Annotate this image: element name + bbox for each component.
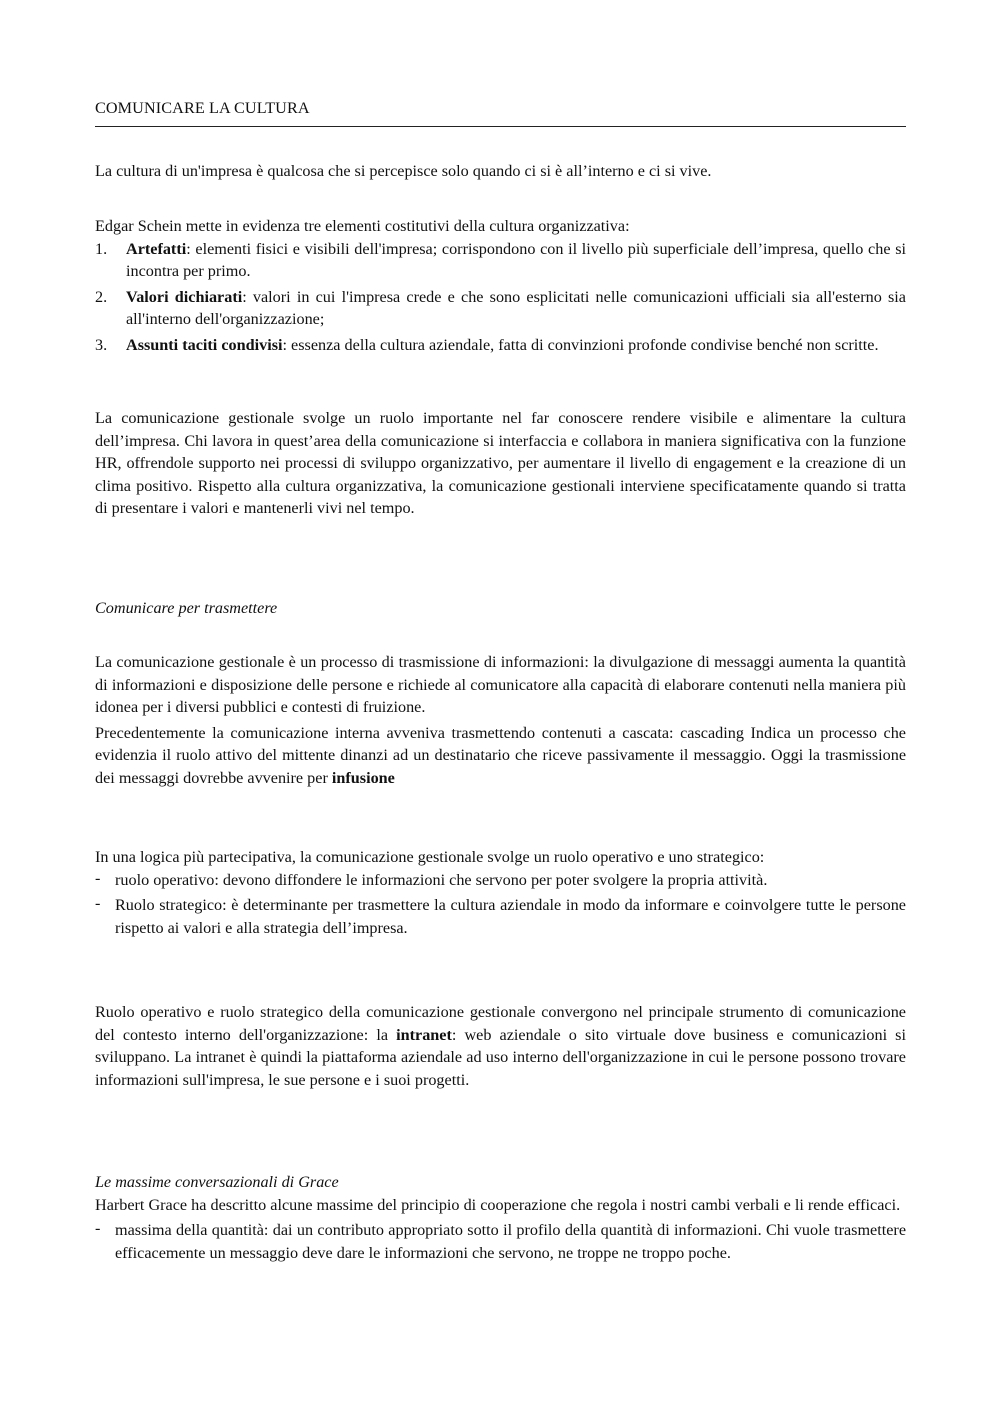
schein-section	[95, 215, 906, 356]
gestionale-paragraph	[95, 407, 906, 520]
trasmettere-section	[95, 651, 906, 789]
intranet-bold: intranet	[396, 1025, 452, 1044]
list-item	[95, 869, 906, 892]
intro-text: La cultura di un'impresa è qualcosa che si percepisce solo quando ci si è all’interno e ci si vive.	[95, 162, 712, 180]
list-text: massima della quantità: dai un contributo appropriato sotto il profilo della quantità di informazioni. Chi vuole trasmettere efficacemente un messaggio deve dare le informazioni che servono, ne troppe ne troppo poche.	[115, 1221, 906, 1262]
schein-lead: Edgar Schein mette in evidenza tre elementi costitutivi della cultura organizzativa:	[95, 217, 630, 235]
dash-marker: -	[95, 894, 101, 912]
list-term: Assunti taciti condivisi	[126, 335, 283, 354]
intro-paragraph	[95, 160, 906, 183]
list-number: 1.	[95, 239, 108, 258]
list-term: Artefatti	[126, 239, 187, 258]
list-item	[95, 238, 906, 283]
list-text: Ruolo strategico: è determinante per trasmettere la cultura aziendale in modo da informare e coinvolgere tutte le persone rispetto ai valori e alla strategia dell’impresa.	[115, 896, 906, 937]
ruoli-section	[95, 846, 906, 939]
header-divider	[95, 126, 906, 127]
page-header	[95, 97, 906, 120]
list-item	[95, 334, 906, 357]
list-number: 2.	[95, 287, 108, 306]
list-text: : elementi fisici e visibili dell'impresa; corrispondono con il livello più superficiale dell’impresa, quello che si incontra per primo.	[126, 239, 906, 280]
trasmettere-p2-bold: infusione	[331, 768, 395, 787]
list-item	[95, 894, 906, 939]
section-heading: Comunicare per trasmettere	[95, 599, 278, 617]
gestionale-text: La comunicazione gestionale svolge un ruolo importante nel far conoscere rendere visibile e alimentare la cultura dell’impresa. Chi lavora in quest’area della comunicazione si interfaccia e collabora in maniera significativa con la funzione HR, offrendole supporto nei processi di sviluppo organizzativo, per aumentare il livello di engagement e la creazione di un clima positivo. Rispetto alla cultura organizzativa, la comunicazione gestionali interviene specificatamente quando si tratta di presentare i valori e mantenerli vivi nel tempo.	[95, 409, 906, 517]
trasmettere-p2-text: Precedentemente la comunicazione interna avveniva trasmettendo contenuti a cascata: cascading Indica un processo che evidenzia il ruolo attivo del mittente dinanzi ad un destinatario che riceve passivamente il messaggio. Oggi la trasmissione dei messaggi dovrebbe avvenire per	[95, 723, 906, 787]
grace-section	[95, 1171, 906, 1264]
dash-marker: -	[95, 868, 101, 887]
list-text: : valori in cui l'impresa crede e che sono esplicitati nelle comunicazioni ufficiali sia all'esterno sia all'interno dell'organizzazione;	[126, 287, 906, 328]
trasmettere-p2	[95, 722, 906, 790]
section-heading: Le massime conversazionali di Grace	[95, 1173, 339, 1191]
list-item	[95, 286, 906, 331]
list-text: ruolo operativo: devono diffondere le informazioni che servono per poter svolgere la propria attività.	[115, 870, 768, 889]
list-number: 3.	[95, 335, 108, 354]
list-item	[95, 1219, 906, 1264]
trasmettere-p1: La comunicazione gestionale è un processo di trasmissione di informazioni: la divulgazione di messaggi aumenta la quantità di informazioni e disposizione delle persone e richiede al comunicatore alla capacità di elaborare contenuti nella maniera più idonea per i diversi pubblici e contesti di fruizione.	[95, 653, 906, 716]
list-term: Valori dichiarati	[126, 287, 243, 306]
grace-p1: Harbert Grace ha descritto alcune massime del principio di cooperazione che regola i nostri cambi verbali e li rende efficaci.	[95, 1195, 901, 1214]
list-text: : essenza della cultura aziendale, fatta di convinzioni profonde condivise benché non scritte.	[282, 335, 879, 354]
trasmettere-heading	[95, 597, 906, 620]
dash-marker: -	[95, 1219, 101, 1237]
page-title: COMUNICARE LA CULTURA	[95, 99, 310, 117]
ruoli-lead: In una logica più partecipativa, la comunicazione gestionale svolge un ruolo operativo e uno strategico:	[95, 848, 765, 866]
intranet-paragraph	[95, 1001, 906, 1091]
intranet-before: Ruolo operativo e ruolo strategico della comunicazione gestionale convergono nel principale strumento di comunicazione del contesto interno dell'organizzazione: la	[95, 1003, 906, 1044]
intranet-after: : web aziendale o sito virtuale dove business e comunicazioni si sviluppano. La intranet è quindi la piattaforma aziendale ad uso interno dell'organizzazione in cui le persone possono trovare informazioni sull'impresa, le sue persone e i suoi progetti.	[95, 1025, 906, 1089]
